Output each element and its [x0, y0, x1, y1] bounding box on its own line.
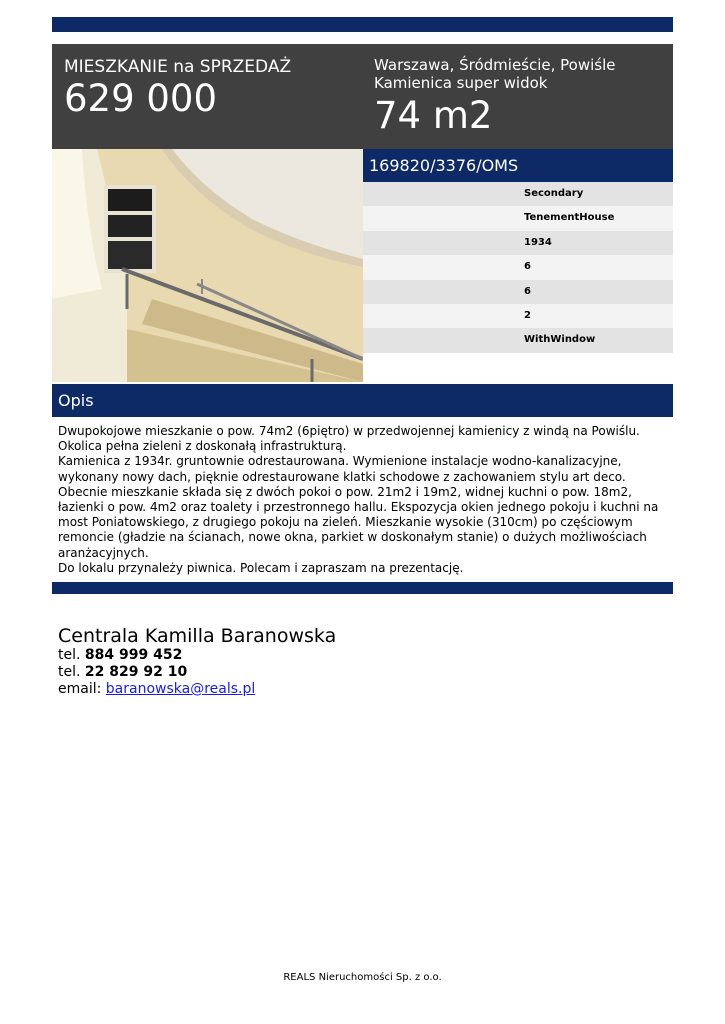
- attribute-value: 2: [524, 309, 531, 321]
- attributes-table: [363, 182, 673, 353]
- phone-number-2[interactable]: 22 829 92 10: [84, 664, 188, 680]
- attribute-row: [363, 182, 673, 206]
- phone-label: tel.: [58, 664, 81, 680]
- phone-line-1: [58, 647, 182, 663]
- listing-header: [52, 44, 673, 149]
- location: Warszawa, Śródmieście, Powiśle: [374, 56, 616, 74]
- attribute-value: Secondary: [524, 188, 584, 199]
- description-heading: Opis: [58, 391, 94, 410]
- phone-number-1[interactable]: 884 999 452: [84, 647, 183, 663]
- phone-line-2: [58, 664, 187, 680]
- property-photo: [52, 149, 363, 382]
- attribute-row: [363, 280, 673, 304]
- phone-label: tel.: [58, 647, 81, 663]
- email-line: [58, 681, 255, 697]
- contact-name: Centrala Kamilla Baranowska: [58, 625, 337, 647]
- top-accent-bar: [52, 17, 673, 32]
- email-link[interactable]: baranowska@reals.pl: [105, 681, 256, 697]
- staircase-photo-image: [52, 149, 363, 382]
- attribute-value: 6: [524, 285, 531, 297]
- attribute-value: 6: [524, 261, 531, 273]
- attribute-row: [363, 231, 673, 255]
- attribute-value: 1934: [524, 236, 552, 248]
- area: 74 m2: [374, 94, 493, 137]
- attribute-value: TenementHouse: [524, 212, 615, 224]
- description-heading-bar: [52, 384, 673, 417]
- email-label: email:: [58, 681, 102, 697]
- description-paragraph: Kamienica z 1934r. gruntownie odrestaurowana. Wymienione instalacje wodno-kanalizacyjne, wykonany nowy dach, pięknie odrestaurowane klatki schodowe z zachowaniem stylu art deco. Obecnie mieszkanie składa się z dwóch pokoi o pow. 21m2 i 19m2, widnej kuchni o pow. 18m2, łazienki o pow. 4m2 oraz toalety i przestronnego hallu. Ekspozycja okien jednego pokoju i kuchni na most Poniatowskiego, z drugiego pokoju na zieleń. Mieszkanie wysokie (310cm) po częściowym remoncie (gładzie na ścianach, nowe okna, parkiet w doskonałym stanie) o dużych możliwościach aranżacyjnych.: [58, 454, 659, 560]
- description-paragraph: Dwupokojowe mieszkanie o pow. 74m2 (6piętro) w przedwojennej kamienicy z windą na Powiślu. Okolica pełna zieleni z doskonałą infrastrukturą.: [58, 424, 640, 454]
- attribute-row: [363, 304, 673, 328]
- bottom-accent-bar: [52, 582, 673, 594]
- building-name: Kamienica super widok: [374, 74, 548, 92]
- offer-type: MIESZKANIE na SPRZEDAŻ: [64, 57, 292, 77]
- footer-company: REALS Nieruchomości Sp. z o.o.: [283, 972, 442, 983]
- price: 629 000: [64, 77, 218, 120]
- reference-bar: [363, 149, 673, 182]
- description-paragraph: Do lokalu przynależy piwnica. Polecam i zapraszam na prezentację.: [58, 560, 464, 575]
- attribute-row: [363, 255, 673, 279]
- attribute-row: [363, 206, 673, 230]
- reference-number: 169820/3376/OMS: [369, 156, 519, 175]
- attribute-value: WithWindow: [524, 334, 596, 346]
- attribute-row: [363, 328, 673, 352]
- description-text: [58, 424, 670, 576]
